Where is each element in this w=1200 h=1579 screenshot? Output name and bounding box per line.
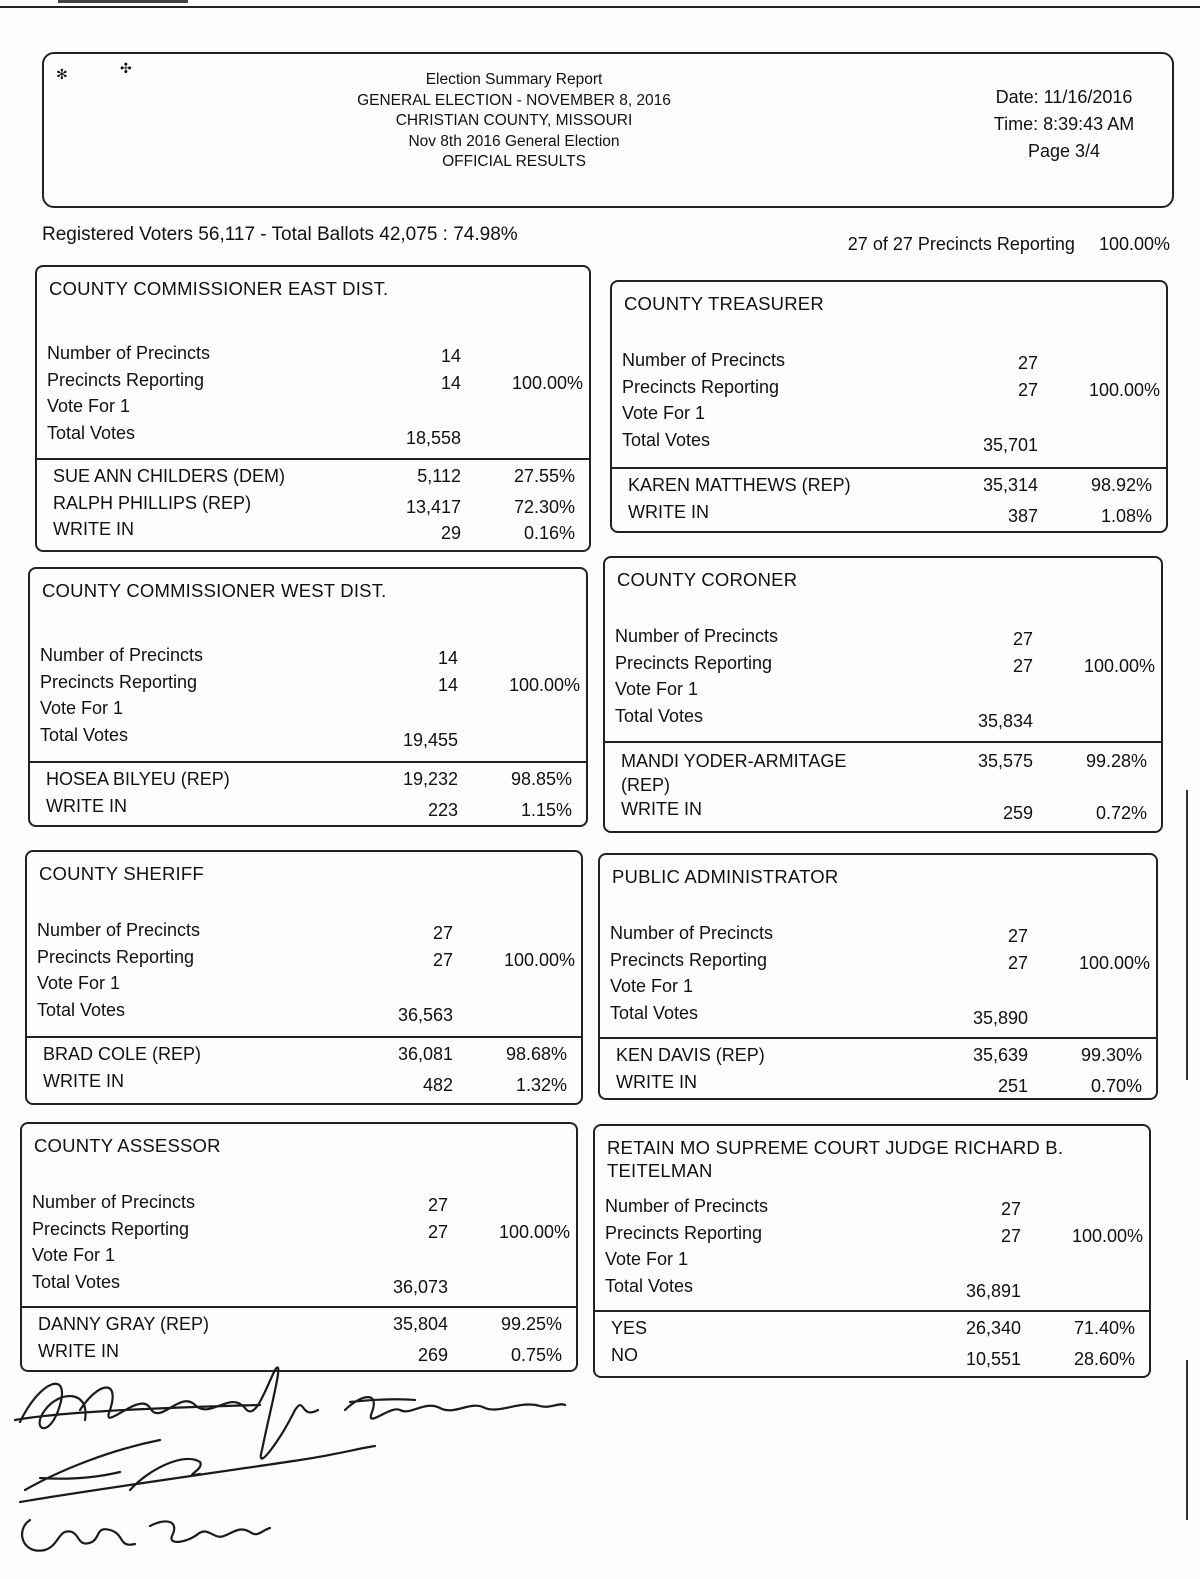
number-of-precincts-label: Number of Precincts [47,343,211,363]
candidate-name: WRITE IN [43,1070,124,1091]
total-votes-label: Total Votes [37,1000,126,1021]
candidate-name: DANNY GRAY (REP) [38,1314,210,1334]
precincts-reporting-percent: 100.00% [1088,379,1160,400]
race-box [25,850,583,1105]
candidate-divider [612,467,1166,469]
candidate-row [53,519,589,546]
candidate-percent: 71.40% [1073,1318,1135,1338]
race-stats [610,923,1156,1030]
candidate-percent: 98.68% [505,1044,567,1064]
candidate-name: BRAD COLE (REP) [43,1044,202,1064]
number-of-precincts-value: 27 [1017,353,1038,373]
candidate-row [628,502,1166,529]
candidate-row [53,466,589,493]
total-votes-label: Total Votes [47,423,136,444]
candidate-row [46,769,586,796]
candidate-row [43,1071,581,1098]
total-votes-value: 35,834 [977,711,1033,732]
precincts-reporting-value: 27 [432,949,453,970]
candidate-votes: 13,417 [405,496,461,517]
number-of-precincts-row [615,626,1161,653]
candidate-divider [600,1037,1156,1039]
top-edge-rule [0,6,1200,8]
race-stats [40,645,586,752]
candidate-row [621,799,1161,826]
number-of-precincts-label: Number of Precincts [37,920,201,940]
total-votes-row [605,1276,1149,1303]
scan-artifact [58,0,188,3]
total-votes-value: 19,455 [402,730,458,751]
county-name: CHRISTIAN COUNTY, MISSOURI [395,112,633,129]
total-votes-value: 36,891 [965,1281,1021,1302]
race-box [593,1124,1151,1378]
candidate-row [611,1345,1149,1372]
race-box [28,567,588,827]
candidate-votes: 10,551 [965,1348,1021,1369]
vote-for-label: Vote For 1 [37,973,121,994]
precincts-reporting-percent: 100.00% [503,949,575,970]
precincts-reporting-row [615,653,1161,680]
vote-for-row [615,679,1161,706]
vote-for-label: Vote For 1 [610,976,694,997]
number-of-precincts-row [40,645,586,672]
number-of-precincts-label: Number of Precincts [622,350,786,370]
candidate-name: MANDI YODER-ARMITAGE (REP) [621,751,847,795]
candidate-percent: 99.25% [500,1314,562,1334]
precincts-reporting-row [40,672,586,699]
total-votes-value: 36,563 [397,1005,453,1026]
race-title: RETAIN MO SUPREME COURT JUDGE RICHARD B. TEITELMAN [607,1137,1064,1181]
race-title: COUNTY CORONER [617,569,798,590]
number-of-precincts-label: Number of Precincts [32,1192,196,1212]
candidate-name: KEN DAVIS (REP) [616,1045,765,1065]
number-of-precincts-value: 27 [1012,629,1033,649]
candidate-row [616,1072,1156,1099]
precincts-reporting-summary [848,234,1170,255]
number-of-precincts-row [32,1192,576,1219]
stamp-mark: ✻ [56,66,68,82]
precincts-reporting-label: Precincts Reporting [32,1218,190,1239]
candidate-row [43,1044,581,1071]
race-stats [37,920,581,1027]
candidate-percent: 0.16% [523,523,575,544]
report-title-block [324,70,704,173]
precincts-reporting-percent: 100.00% [1078,952,1150,973]
precincts-reporting-count: 27 of 27 Precincts Reporting [847,234,1075,254]
race-title: PUBLIC ADMINISTRATOR [612,866,839,887]
number-of-precincts-value: 14 [437,648,458,668]
candidate-list [621,749,1161,826]
vote-for-row [610,976,1156,1003]
total-votes-row [615,706,1161,733]
scan-artifact [1186,1360,1188,1520]
candidate-list [628,475,1166,528]
candidate-votes: 35,314 [982,475,1038,495]
vote-for-row [40,698,586,725]
precincts-reporting-percent: 100.00% [498,1221,570,1242]
race-title: COUNTY ASSESSOR [34,1135,221,1156]
candidate-name: YES [611,1318,648,1338]
candidate-percent: 98.92% [1090,475,1152,495]
precincts-reporting-pct: 100.00% [1098,234,1170,254]
total-votes-label: Total Votes [610,1003,699,1024]
number-of-precincts-label: Number of Precincts [605,1196,769,1216]
race-stats [47,343,589,450]
total-votes-label: Total Votes [622,430,711,451]
candidate-row [616,1045,1156,1072]
candidate-percent: 1.15% [520,799,572,820]
race-stats [32,1192,576,1299]
candidate-votes: 35,639 [972,1045,1028,1065]
number-of-precincts-value: 27 [432,923,453,943]
race-title: COUNTY COMMISSIONER EAST DIST. [49,278,389,299]
report-title: Election Summary Report [425,71,603,88]
candidate-divider [30,761,586,763]
race-stats [622,350,1166,457]
vote-for-row [605,1249,1149,1276]
precincts-reporting-value: 27 [427,1221,448,1242]
precincts-reporting-value: 14 [440,372,461,393]
vote-for-row [47,396,589,423]
race-box [20,1122,578,1372]
candidate-percent: 72.30% [513,496,575,517]
total-votes-row [622,430,1166,457]
candidate-percent: 27.55% [513,466,575,486]
total-votes-row [40,725,586,752]
number-of-precincts-label: Number of Precincts [610,923,774,943]
total-votes-row [610,1003,1156,1030]
candidate-votes: 26,340 [965,1318,1021,1338]
candidate-votes: 269 [417,1344,448,1365]
candidate-row [611,1318,1149,1345]
precincts-reporting-label: Precincts Reporting [610,949,768,970]
total-votes-label: Total Votes [615,706,704,727]
candidate-row [53,493,589,520]
precincts-reporting-value: 27 [1007,952,1028,973]
candidate-name: KAREN MATTHEWS (REP) [628,475,851,495]
election-name: GENERAL ELECTION - NOVEMBER 8, 2016 [357,91,671,109]
candidate-percent: 28.60% [1073,1348,1135,1369]
candidate-divider [605,741,1161,743]
candidate-percent: 99.30% [1080,1045,1142,1065]
vote-for-label: Vote For 1 [615,679,699,700]
number-of-precincts-value: 27 [427,1195,448,1215]
election-subtitle: Nov 8th 2016 General Election [408,132,620,150]
precincts-reporting-row [605,1223,1149,1250]
vote-for-row [32,1245,576,1272]
vote-for-label: Vote For 1 [622,403,706,424]
candidate-votes: 19,232 [402,769,458,789]
candidate-name: WRITE IN [38,1340,119,1361]
candidate-percent: 0.72% [1095,803,1147,823]
report-time: Time: 8:39:43 AM [993,114,1135,134]
candidate-votes: 35,804 [392,1314,448,1334]
vote-for-row [37,973,581,1000]
candidate-row [46,796,586,823]
candidate-votes: 259 [1002,803,1033,823]
candidate-row [38,1314,576,1341]
candidate-name: RALPH PHILLIPS (REP) [53,492,252,513]
precincts-reporting-row [37,947,581,974]
race-title: COUNTY SHERIFF [39,863,204,884]
vote-for-label: Vote For 1 [47,396,131,417]
number-of-precincts-label: Number of Precincts [40,645,204,665]
number-of-precincts-label: Number of Precincts [615,626,779,646]
vote-for-row [622,403,1166,430]
candidate-name: NO [611,1344,638,1365]
precincts-reporting-row [32,1219,576,1246]
number-of-precincts-row [37,920,581,947]
page-number: Page 3/4 [1027,141,1101,161]
total-votes-value: 35,701 [982,435,1038,456]
candidate-divider [37,458,589,460]
candidate-votes: 223 [427,799,458,820]
precincts-reporting-value: 14 [437,674,458,695]
vote-for-label: Vote For 1 [605,1249,689,1270]
total-votes-row [32,1272,576,1299]
precincts-reporting-label: Precincts Reporting [615,652,773,673]
precincts-reporting-label: Precincts Reporting [37,946,195,967]
candidate-percent: 0.75% [510,1344,562,1365]
precincts-reporting-percent: 100.00% [1083,655,1155,676]
race-box [603,556,1163,833]
candidate-votes: 35,575 [977,751,1033,771]
number-of-precincts-row [47,343,589,370]
total-votes-row [47,423,589,450]
total-votes-value: 36,073 [392,1277,448,1298]
registered-voters-summary: Registered Voters 56,117 - Total Ballots 42,075 : 74.98% [42,224,518,245]
candidate-votes: 29 [440,523,461,544]
candidate-list [53,466,589,546]
candidate-name: WRITE IN [53,519,134,540]
precincts-reporting-label: Precincts Reporting [47,369,205,390]
official-signatures [0,1350,620,1579]
number-of-precincts-row [622,350,1166,377]
candidate-percent: 1.32% [515,1074,567,1095]
number-of-precincts-row [610,923,1156,950]
precincts-reporting-value: 27 [1017,379,1038,400]
race-box [610,280,1168,533]
candidate-votes: 251 [997,1075,1028,1096]
candidate-percent: 99.28% [1085,751,1147,771]
precincts-reporting-row [47,370,589,397]
candidate-row [621,749,1161,799]
total-votes-label: Total Votes [605,1276,694,1297]
results-status: OFFICIAL RESULTS [442,153,586,170]
vote-for-label: Vote For 1 [32,1245,116,1266]
number-of-precincts-value: 14 [440,346,461,366]
precincts-reporting-percent: 100.00% [1071,1225,1143,1246]
precincts-reporting-percent: 100.00% [511,372,583,393]
vote-for-label: Vote For 1 [40,698,124,719]
precincts-reporting-value: 27 [1000,1225,1021,1246]
scan-artifact [1186,790,1188,1080]
race-box [598,853,1158,1100]
precincts-reporting-label: Precincts Reporting [40,671,198,692]
total-votes-label: Total Votes [40,725,129,746]
stamp-mark: ✣ [120,60,132,76]
report-header [42,52,1174,208]
candidate-name: WRITE IN [628,501,709,522]
total-votes-label: Total Votes [32,1272,121,1293]
candidate-votes: 36,081 [397,1044,453,1064]
race-box [35,265,591,552]
precincts-reporting-label: Precincts Reporting [622,376,780,397]
race-stats [605,1196,1149,1303]
candidate-divider [22,1306,576,1308]
candidate-votes: 387 [1007,505,1038,526]
race-title: COUNTY COMMISSIONER WEST DIST. [42,580,387,601]
total-votes-value: 18,558 [405,428,461,449]
candidate-row [628,475,1166,502]
number-of-precincts-value: 27 [1000,1199,1021,1219]
candidate-votes: 482 [422,1074,453,1095]
precincts-reporting-label: Precincts Reporting [605,1222,763,1243]
candidate-divider [27,1036,581,1038]
precincts-reporting-row [622,377,1166,404]
total-votes-value: 35,890 [972,1008,1028,1029]
candidate-percent: 98.85% [510,769,572,789]
candidate-votes: 5,112 [417,466,461,486]
candidate-name: WRITE IN [616,1071,697,1092]
race-stats [615,626,1161,733]
race-title: COUNTY TREASURER [624,293,824,314]
report-meta [964,84,1164,165]
candidate-divider [595,1310,1149,1312]
candidate-list [46,769,586,822]
candidate-list [611,1318,1149,1371]
candidate-name: HOSEA BILYEU (REP) [46,769,230,789]
candidate-percent: 1.08% [1100,505,1152,526]
candidate-name: WRITE IN [46,795,127,816]
total-votes-row [37,1000,581,1027]
report-date: Date: 11/16/2016 [995,87,1133,107]
candidate-list [616,1045,1156,1098]
number-of-precincts-row [605,1196,1149,1223]
precincts-reporting-value: 27 [1012,655,1033,676]
precincts-reporting-row [610,950,1156,977]
candidate-name: SUE ANN CHILDERS (DEM) [53,466,286,486]
candidate-percent: 0.70% [1090,1075,1142,1096]
candidate-name: WRITE IN [621,799,702,819]
number-of-precincts-value: 27 [1007,926,1028,946]
precincts-reporting-percent: 100.00% [508,674,580,695]
candidate-list [43,1044,581,1097]
